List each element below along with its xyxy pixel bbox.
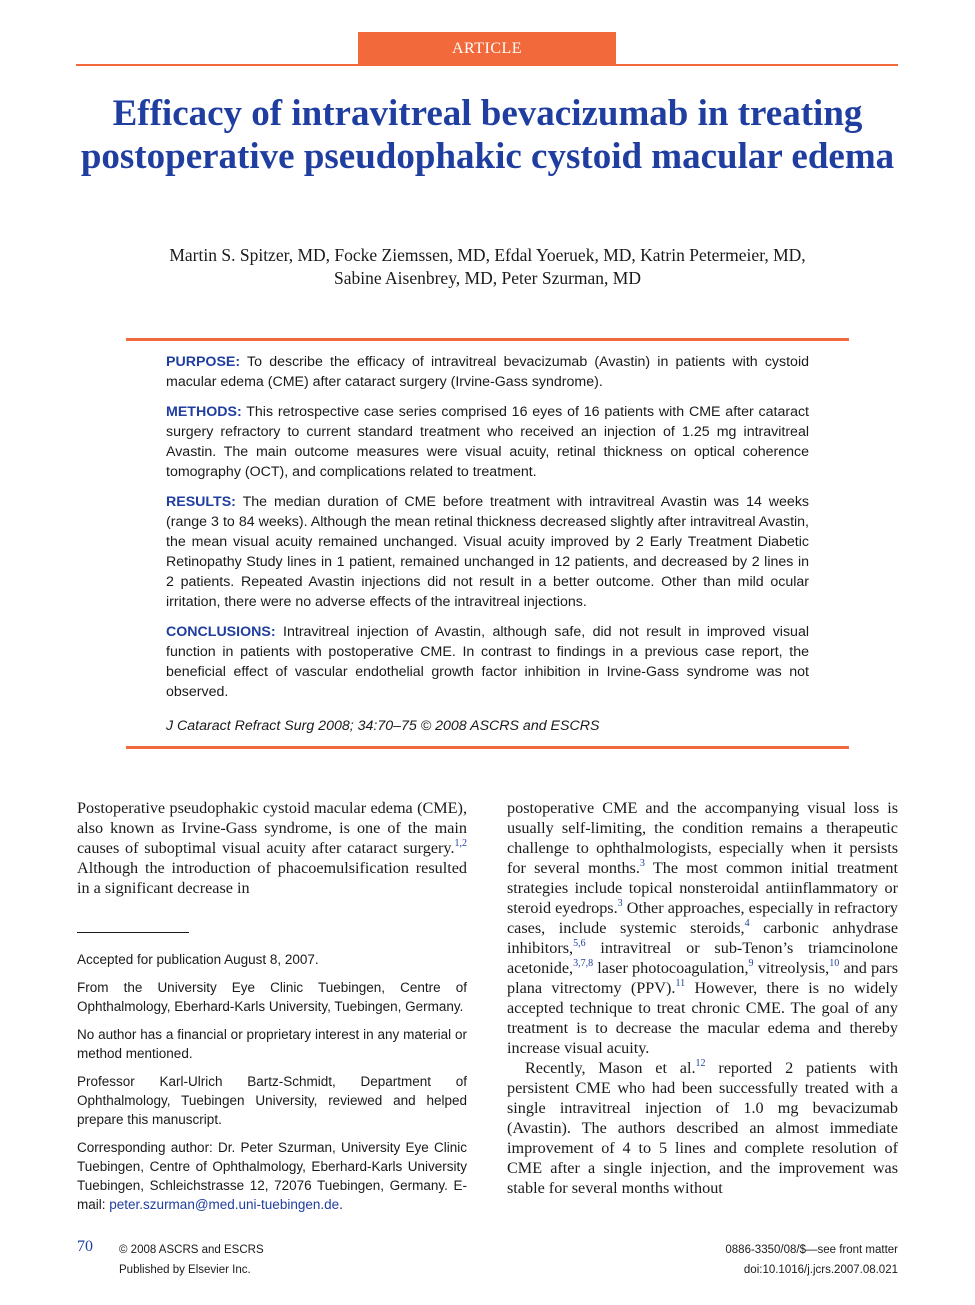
abstract-methods (166, 402, 809, 482)
reference-link[interactable]: 3,7,8 (573, 958, 594, 969)
footnote-affiliation: From the University Eye Clinic Tuebingen, Centre of Ophthalmology, Eberhard-Karls University, Tuebingen, Germany. (77, 980, 467, 1014)
body-column-right (507, 798, 898, 1198)
footer-right (725, 1240, 898, 1280)
body-text: postoperative CME and the accompanying visual loss is usually self-limiting, the condition remains a therapeutic challenge to ophthalmologists, especially when it persists for several months. (507, 799, 898, 877)
abstract-conclusions (166, 622, 809, 702)
methods-label: METHODS: (166, 404, 242, 420)
article-title: Efficacy of intravitreal bevacizumab in treating postoperative pseudophakic cystoid macular edema (80, 93, 895, 177)
footnote-rule (77, 932, 189, 933)
results-label: RESULTS: (166, 494, 236, 510)
header-rule (76, 64, 898, 66)
authors-line-1: Martin S. Spitzer, MD, Focke Ziemssen, MD, Efdal Yoeruek, MD, Katrin Petermeier, MD, (169, 245, 806, 265)
body-text: The most common initial treatment strategies include topical nonsteroidal antiinflammatory or steroid eyedrops. (507, 859, 898, 917)
page-number: 70 (77, 1238, 93, 1255)
purpose-text: To describe the efficacy of intravitreal bevacizumab (Avastin) in patients with cystoid macular edema (CME) after cataract surgery (Irvine-Gass syndrome). (166, 354, 809, 390)
body-text: laser photocoagulation, (593, 959, 749, 977)
results-text: The median duration of CME before treatment with intravitreal Avastin was 14 weeks (range 3 to 84 weeks). Although the mean retinal thickness decreased slightly after intravitreal Avastin, the mean visual acuity remained unchanged. Visual acuity improved by 2 Early Treatment Diabetic Retinopathy Study lines in 1 patient, remained unchanged in 12 patients, and decreased by 2 lines in 2 patients. Repeated Avastin injections did not result in a better outcome. Other than mild ocular irritation, there were no adverse effects of the intravitreal injections. (166, 494, 810, 610)
reference-link[interactable]: 9 (748, 958, 754, 969)
body-text: Although the introduction of phacoemulsification resulted in a significant decrease in (77, 859, 467, 897)
abstract-bottom-rule (126, 746, 849, 749)
body-text: Postoperative pseudophakic cystoid macular edema (CME), also known as Irvine-Gass syndrome, is one of the main causes of suboptimal visual acuity after cataract surgery. (77, 799, 467, 857)
authors-line-2: Sabine Aisenbrey, MD, Peter Szurman, MD (333, 268, 641, 288)
methods-text: This retrospective case series comprised 16 eyes of 16 patients with CME after cataract surgery refractory to current standard treatment who received an injection of 1.25 mg intravitreal Avastin. The main outcome measures were visual acuity, retinal thickness on optical coherence tomography (OCT), and complications related to treatment. (166, 404, 809, 480)
reference-link[interactable]: 3 (617, 898, 623, 909)
abstract-results (166, 492, 809, 612)
conclusions-text: Intravitreal injection of Avastin, although safe, did not result in improved visual function in patients with postoperative CME. In contrast to findings in a previous case report, the beneficial effect of vascular endothelial growth factor inhibition in Irvine-Gass syndrome was not observed. (166, 624, 809, 700)
body-text: intravitreal or sub-Tenon’s triamcinolone acetonide, (507, 939, 898, 977)
reference-link[interactable]: 4 (744, 918, 750, 929)
abstract-top-rule (126, 338, 849, 341)
body-paragraph (507, 1058, 898, 1198)
abstract (166, 352, 809, 746)
footnote-corresponding (77, 1138, 467, 1214)
doi-link[interactable]: doi:10.1016/j.jcrs.2007.08.021 (743, 1264, 898, 1276)
body-paragraph (507, 798, 898, 1058)
conclusions-label: CONCLUSIONS: (166, 624, 276, 640)
body-text: reported 2 patients with persistent CME who had been successfully treated with a single intravitreal injection of 1.0 mg bevacizumab (Avastin). The authors described an almost immediate improvement of 4 to 5 lines and complete resolution of CME after a single injection, and the improvement was stable for several months without (507, 1059, 898, 1197)
body-text: carbonic anhydrase inhibitors, (507, 919, 899, 957)
body-text: and pars plana vitrectomy (PPV). (507, 959, 898, 997)
publisher: Published by Elsevier Inc. (119, 1264, 251, 1276)
reference-link[interactable]: 3 (639, 858, 645, 869)
footer-left (119, 1240, 264, 1280)
footnote-accepted: Accepted for publication August 8, 2007. (77, 952, 319, 967)
purpose-label: PURPOSE: (166, 354, 241, 370)
reference-link[interactable]: 12 (695, 1058, 706, 1069)
body-text: vitreolysis, (753, 959, 830, 977)
reference-link[interactable]: 11 (675, 978, 686, 989)
journal-citation: J Cataract Refract Surg 2008; 34:70–75 © 2008 ASCRS and ESCRS (166, 718, 600, 734)
copyright: © 2008 ASCRS and ESCRS (119, 1244, 264, 1256)
reference-link[interactable]: 1,2 (454, 838, 467, 849)
email-suffix: . (339, 1197, 343, 1212)
corresponding-text: Corresponding author: Dr. Peter Szurman, University Eye Clinic Tuebingen, Centre of Ophthalmology, Eberhard-Karls University Tuebingen, Schleichstrasse 12, 72076 Tuebingen, Germany. E-mail: (77, 1140, 467, 1212)
reference-link[interactable]: 5,6 (573, 938, 586, 949)
section-tag: ARTICLE (358, 32, 616, 66)
issn: 0886-3350/08/$—see front matter (725, 1244, 898, 1256)
footnote-review: Professor Karl-Ulrich Bartz-Schmidt, Department of Ophthalmology, Tuebingen University, reviewed and helped prepare this manuscript. (77, 1074, 467, 1127)
body-text: However, there is no widely accepted technique to treat chronic CME. The goal of any treatment is to decrease the macular edema and thereby increase visual acuity. (507, 979, 899, 1057)
body-column-left (77, 798, 467, 898)
footnote-interest: No author has a financial or proprietary interest in any material or method mentioned. (77, 1027, 467, 1061)
body-text: Other approaches, especially in refractory cases, include systemic steroids, (507, 899, 898, 937)
author-list (90, 244, 885, 290)
reference-link[interactable]: 10 (829, 958, 840, 969)
body-paragraph (77, 798, 467, 898)
footnotes (77, 950, 467, 1223)
abstract-purpose (166, 352, 809, 392)
email-link[interactable]: peter.szurman@med.uni-tuebingen.de (109, 1197, 340, 1212)
body-text: Recently, Mason et al. (525, 1059, 696, 1077)
